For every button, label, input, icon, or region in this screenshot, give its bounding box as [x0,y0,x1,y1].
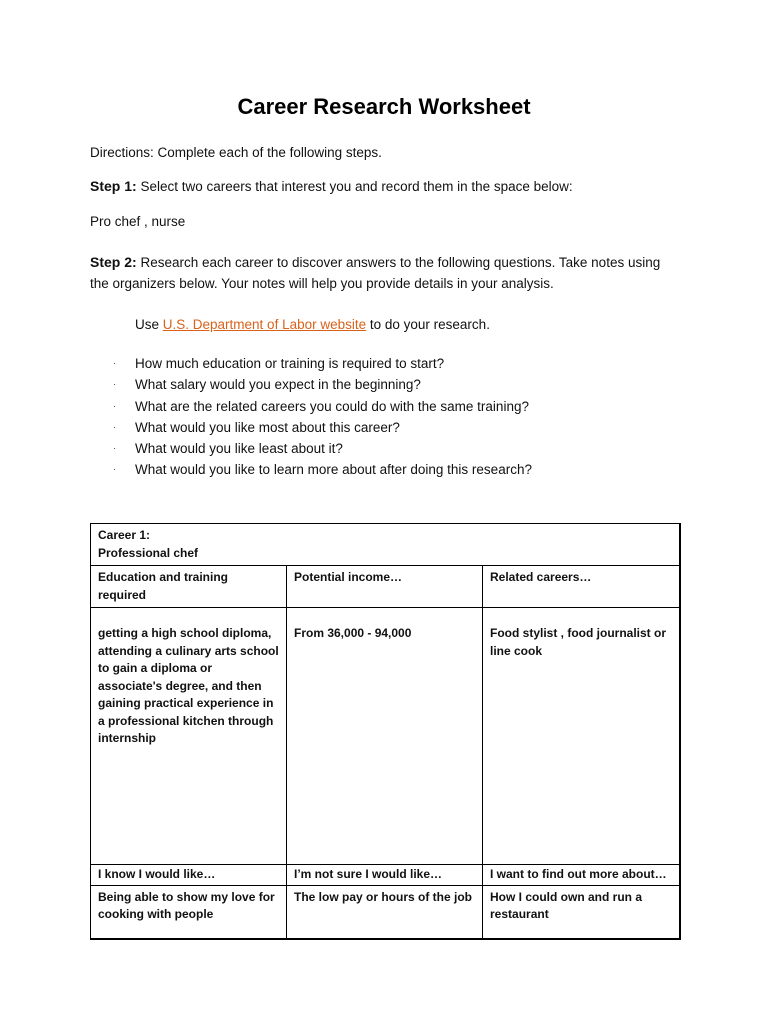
bullet-dot: · [113,358,116,368]
education-header-cell: Education and training required [91,566,287,608]
use-prefix: Use [135,317,163,332]
career-header-cell[interactable] [91,524,680,566]
not-sure-header-cell: I’m not sure I would like… [287,865,483,886]
find-out-more-notes-cell[interactable]: How I could own and run a restaurant [483,885,680,939]
table-row [91,608,680,865]
related-careers-notes-cell[interactable]: Food stylist , food journalist or line cook [483,608,680,865]
career-name: Professional chef [98,545,199,560]
step1-label: Step 1: [90,178,137,194]
career-organizer-table [90,523,681,940]
list-item: · What would you like most about this career? [110,417,670,438]
list-item: · What would you like to learn more about after doing this research? [110,459,670,480]
step1-answer: Pro chef , nurse [90,214,186,229]
not-sure-notes-cell[interactable]: The low pay or hours of the job [287,885,483,939]
related-careers-header-cell: Related careers… [483,566,680,608]
use-line [135,314,675,335]
question-list [110,353,670,481]
list-item: · What are the related careers you could do with the same training? [110,396,670,417]
bullet-dot: · [113,400,116,411]
would-like-header-cell: I know I would like… [91,865,287,886]
list-item: · What salary would you expect in the beginning? [110,374,670,395]
dol-website-link[interactable]: U.S. Department of Labor website [162,317,367,332]
page-title: Career Research Worksheet [237,94,531,119]
step2-label: Step 2: [90,254,137,270]
use-suffix: to do your research. [366,317,490,332]
would-like-notes-cell[interactable]: Being able to show my love for cooking with people [91,885,287,939]
step2-text: Research each career to discover answers to the following questions. Take notes using the organizers below. Your notes will help you provide details in your analysis. [90,255,661,291]
list-item: · What would you like least about it? [110,438,670,459]
income-notes-cell[interactable]: From 36,000 - 94,000 [287,608,483,865]
find-out-more-header-cell: I want to find out more about… [483,865,680,886]
list-item: · How much education or training is required to start? [110,353,670,374]
step1-paragraph [90,176,680,197]
table-row [91,566,680,608]
table-row [91,524,680,566]
step1-text: Select two careers that interest you and record them in the space below: [136,179,573,194]
table-row [91,865,680,886]
bullet-dot: · [113,443,116,454]
bullet-dot: · [113,464,116,475]
step2-paragraph [90,252,680,294]
table-row [91,885,680,939]
directions-text: Directions: Complete each of the following steps. [90,145,382,160]
bullet-dot: · [113,379,116,390]
bullet-dot: · [113,421,116,432]
income-header-cell: Potential income… [287,566,483,608]
career-label: Career 1: [98,528,151,542]
education-notes-cell[interactable]: getting a high school diploma, attending a culinary arts school to gain a diploma or associate's degree, and then gaining practical experience in a professional kitchen through internship [91,608,287,865]
